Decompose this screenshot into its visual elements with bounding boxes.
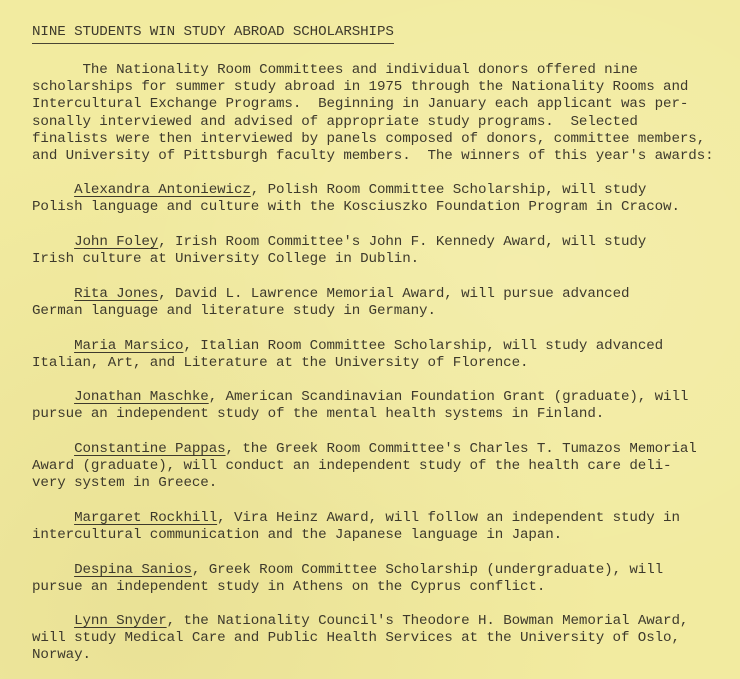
winner-entry bbox=[32, 286, 629, 320]
intro-line: scholarships for summer study abroad in 1975 through the Nationality Rooms and bbox=[32, 79, 689, 96]
winner-award: , David L. Lawrence Memorial Award, will pursue advanced bbox=[158, 286, 630, 302]
winner-name: Rita Jones bbox=[74, 286, 159, 302]
headline: NINE STUDENTS WIN STUDY ABROAD SCHOLARSHIPS bbox=[32, 23, 394, 44]
intro-line: sonally interviewed and advised of appropriate study programs. Selected bbox=[32, 113, 638, 130]
intro-paragraph bbox=[32, 62, 714, 165]
winner-award-continued: Norway. bbox=[32, 647, 91, 664]
winner-award-continued: German language and literature study in Germany. bbox=[32, 303, 436, 320]
winner-award: , Vira Heinz Award, will follow an independent study in bbox=[217, 510, 680, 526]
winner-entry bbox=[32, 182, 680, 216]
winner-award: , Irish Room Committee's John F. Kennedy Award, will study bbox=[158, 234, 647, 250]
winner-name: Jonathan Maschke bbox=[74, 389, 209, 405]
intro-line: Intercultural Exchange Programs. Beginning in January each applicant was per- bbox=[32, 96, 689, 113]
winner-award: , American Scandinavian Foundation Grant (graduate), will bbox=[208, 389, 689, 405]
intro-line: finalists were then interviewed by panels composed of donors, committee members, bbox=[32, 130, 706, 147]
winner-name: John Foley bbox=[74, 234, 159, 250]
intro-line: The Nationality Room Committees and individual donors offered nine bbox=[32, 62, 638, 78]
intro-line: and University of Pittsburgh faculty members. The winners of this year's awards: bbox=[32, 148, 714, 165]
winner-award-continued: Irish culture at University College in Dublin. bbox=[32, 251, 420, 268]
winner-entry bbox=[32, 441, 697, 493]
winner-name: Despina Sanios bbox=[74, 562, 192, 578]
winner-entry bbox=[32, 338, 663, 372]
winner-entry bbox=[32, 562, 663, 596]
winner-award: , Greek Room Committee Scholarship (undergraduate), will bbox=[191, 562, 664, 578]
winner-name: Alexandra Antoniewicz bbox=[74, 182, 251, 198]
winner-award-continued: pursue an independent study in Athens on the Cyprus conflict. bbox=[32, 579, 546, 596]
winner-award-continued: will study Medical Care and Public Health Services at the University of Oslo, bbox=[32, 630, 680, 647]
winner-award: , the Greek Room Committee's Charles T. Tumazos Memorial bbox=[225, 441, 697, 457]
winner-entry bbox=[32, 613, 688, 665]
winner-award-continued: Polish language and culture with the Kosciuszko Foundation Program in Cracow. bbox=[32, 199, 680, 216]
winner-award-continued: Award (graduate), will conduct an independent study of the health care deli- bbox=[32, 458, 672, 475]
winner-entry bbox=[32, 510, 680, 544]
winner-entry bbox=[32, 234, 646, 268]
winner-award: , Polish Room Committee Scholarship, will study bbox=[250, 182, 647, 198]
winner-award-continued: pursue an independent study of the mental health systems in Finland. bbox=[32, 406, 605, 423]
winner-award: , Italian Room Committee Scholarship, will study advanced bbox=[183, 338, 664, 354]
winner-name: Margaret Rockhill bbox=[74, 510, 218, 526]
winner-name: Constantine Pappas bbox=[74, 441, 226, 457]
winner-award-continued: Italian, Art, and Literature at the University of Florence. bbox=[32, 355, 529, 372]
winner-award: , the Nationality Council's Theodore H. Bowman Memorial Award, bbox=[166, 613, 689, 629]
winner-name: Maria Marsico bbox=[74, 338, 184, 354]
winner-name: Lynn Snyder bbox=[74, 613, 167, 629]
winner-award-continued: very system in Greece. bbox=[32, 475, 218, 492]
winner-entry bbox=[32, 389, 688, 423]
winner-award-continued: intercultural communication and the Japanese language in Japan. bbox=[32, 527, 563, 544]
